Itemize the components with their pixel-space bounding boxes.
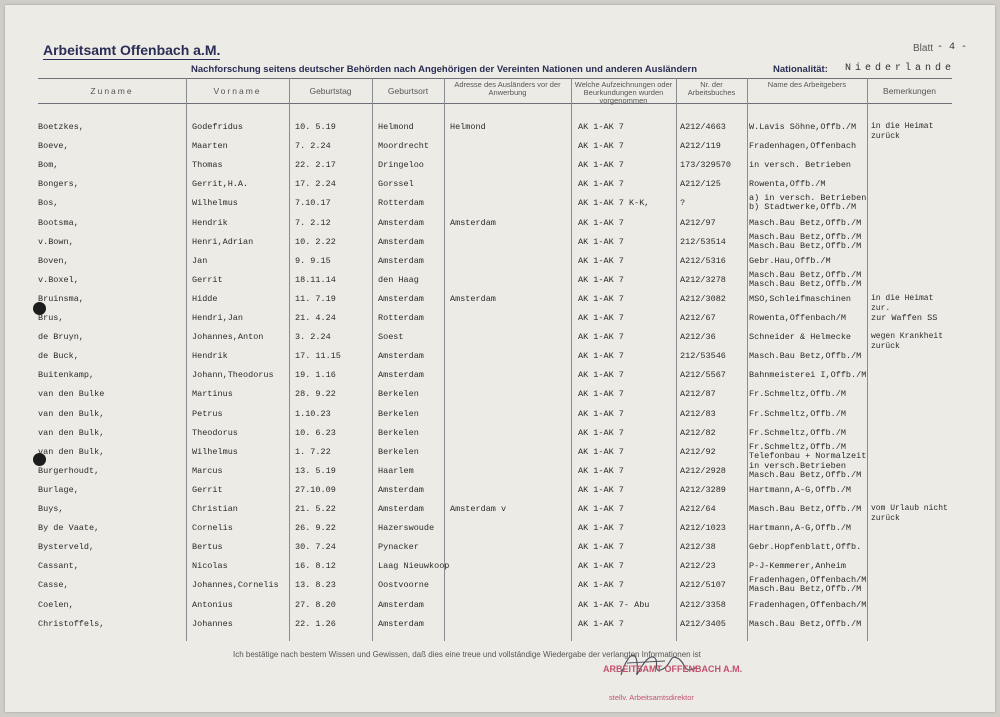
cell-zuname: Bruinsma,: [38, 293, 84, 304]
cell-geb: 3. 2.24: [295, 332, 331, 343]
cell-vorname: Martinus: [192, 389, 233, 400]
column-header: Zuname: [90, 86, 134, 96]
declaration-text: Ich bestätige nach bestem Wissen und Gewissen, daß dies eine treue und vollständige Wiedergabe der verlangten Informationen ist: [233, 650, 701, 659]
cell-arbeitgeber: Masch.Bau Betz,Offb./M: [749, 469, 862, 480]
cell-adresse: Helmond: [450, 122, 486, 132]
cell-nr: A212/83: [680, 408, 716, 419]
cell-geb: 13. 5.19: [295, 465, 336, 476]
cell-geb: 17. 2.24: [295, 179, 336, 190]
column-header: Nr. der Arbeitsbuches: [687, 80, 736, 97]
cell-zuname: Buys,: [38, 504, 64, 514]
nationality-value: Niederlande: [845, 63, 956, 74]
cell-nr: A212/4663: [680, 122, 726, 132]
cell-aufz: AK 1-AK 7: [578, 561, 624, 572]
cell-ort: Rotterdam: [378, 198, 424, 209]
cell-zuname: Bos,: [38, 198, 59, 209]
cell-nr: A212/87: [680, 389, 716, 400]
cell-zuname: Bysterveld,: [38, 542, 95, 553]
column-divider: [186, 78, 187, 641]
cell-ort: Amsterdam: [378, 293, 424, 304]
cell-geb: 1. 7.22: [295, 446, 331, 457]
cell-nr: A212/67: [680, 313, 716, 323]
cell-geb: 7. 2.24: [295, 141, 331, 152]
cell-ort: Amsterdam: [378, 484, 424, 495]
cell-arbeitgeber: Gebr.Hopfenblatt,Offb.: [749, 542, 862, 553]
cell-adresse: Amsterdam: [450, 293, 496, 304]
column-header: Vorname: [213, 86, 262, 96]
cell-vorname: Wilhelmus: [192, 198, 238, 209]
cell-geb: 17. 11.15: [295, 351, 341, 362]
cell-vorname: Bertus: [192, 542, 223, 553]
cell-arbeitgeber: Telefonbau + Normalzeit: [749, 450, 867, 461]
cell-vorname: Petrus: [192, 408, 223, 419]
cell-arbeitgeber: Masch.Bau Betz,Offb./M: [749, 231, 862, 242]
cell-arbeitgeber: Schneider & Helmecke: [749, 332, 852, 343]
cell-geb: 1.10.23: [295, 408, 331, 419]
cell-geb: 10. 6.23: [295, 427, 336, 438]
cell-vorname: Christian: [192, 504, 238, 514]
cell-geb: 16. 8.12: [295, 561, 336, 572]
cell-geb: 7.10.17: [295, 198, 331, 209]
cell-vorname: Johannes,Anton: [192, 332, 264, 343]
cell-arbeitgeber: Fradenhagen,Offenbach: [749, 141, 857, 152]
cell-vorname: Antonius: [192, 599, 233, 610]
cell-arbeitgeber: Masch.Bau Betz,Offb./M: [749, 618, 862, 629]
cell-nr: A212/64: [680, 504, 716, 514]
cell-nr: A212/3289: [680, 484, 726, 495]
cell-arbeitgeber: Masch.Bau Betz,Offb./M: [749, 278, 862, 289]
cell-zuname: Burgerhoudt,: [38, 465, 100, 476]
column-header: Geburtstag: [309, 86, 352, 96]
cell-nr: A212/5567: [680, 370, 726, 381]
cell-arbeitgeber: Masch.Bau Betz,Offb./M: [749, 240, 862, 251]
cell-ort: Haarlem: [378, 465, 414, 476]
column-divider: [289, 78, 290, 641]
cell-vorname: Hendri,Jan: [192, 313, 244, 323]
cell-vorname: Theodorus: [192, 427, 238, 438]
cell-arbeitgeber: Fr.Schmeltz,Offb./M: [749, 441, 846, 452]
cell-nr: A212/23: [680, 561, 716, 572]
cell-arbeitgeber: Rowenta,Offb./M: [749, 179, 826, 190]
cell-arbeitgeber: b) Stadtwerke,Offb./M: [749, 202, 857, 213]
cell-aufz: AK 1-AK 7: [578, 542, 624, 553]
cell-bem: wegen Krankheit zurück: [871, 332, 944, 352]
cell-zuname: Bongers,: [38, 179, 79, 190]
cell-nr: A212/97: [680, 217, 716, 228]
cell-geb: 21. 4.24: [295, 313, 336, 323]
cell-ort: Rotterdam: [378, 313, 424, 323]
cell-bem: in die Heimat zurück: [871, 122, 934, 141]
cell-arbeitgeber: in versch. Betrieben: [749, 160, 852, 171]
cell-geb: 22. 1.26: [295, 618, 336, 629]
cell-vorname: Godefridus: [192, 122, 244, 132]
cell-vorname: Marcus: [192, 465, 223, 476]
column-divider: [372, 78, 373, 641]
cell-ort: Pynacker: [378, 542, 419, 553]
cell-arbeitgeber: Masch.Bau Betz,Offb./M: [749, 351, 862, 362]
cell-arbeitgeber: Masch.Bau Betz,Offb./M: [749, 504, 862, 514]
cell-adresse: Amsterdam v: [450, 504, 507, 514]
cell-ort: Oostvoorne: [378, 580, 430, 591]
cell-geb: 10. 2.22: [295, 236, 336, 247]
column-divider: [747, 78, 748, 641]
cell-aufz: AK 1-AK 7- Abu: [578, 599, 650, 610]
cell-nr: A212/82: [680, 427, 716, 438]
cell-zuname: Buitenkamp,: [38, 370, 95, 381]
cell-ort: Amsterdam: [378, 217, 424, 228]
cell-geb: 19. 1.16: [295, 370, 336, 381]
cell-zuname: de Bruyn,: [38, 332, 84, 343]
cell-ort: den Haag: [378, 274, 419, 285]
cell-arbeitgeber: Bahnmeisterei I,Offb./M: [749, 370, 867, 381]
cell-aufz: AK 1-AK 7: [578, 370, 624, 381]
column-header: Bemerkungen: [883, 86, 936, 96]
cell-ort: Amsterdam: [378, 618, 424, 629]
cell-vorname: Hendrik: [192, 351, 228, 362]
column-divider: [676, 78, 677, 641]
cell-geb: 21. 5.22: [295, 504, 336, 514]
cell-aufz: AK 1-AK 7: [578, 465, 624, 476]
cell-vorname: Cornelis: [192, 523, 233, 534]
cell-zuname: Casse,: [38, 580, 69, 591]
cell-zuname: Christoffels,: [38, 618, 105, 629]
cell-aufz: AK 1-AK 7: [578, 389, 624, 400]
cell-arbeitgeber: Masch.Bau Betz,Offb./M: [749, 269, 862, 280]
cell-arbeitgeber: Masch.Bau Betz,Offb./M: [749, 584, 862, 595]
cell-zuname: van den Bulke: [38, 389, 105, 400]
cell-aufz: AK 1-AK 7: [578, 408, 624, 419]
cell-zuname: Boven,: [38, 255, 69, 266]
cell-geb: 30. 7.24: [295, 542, 336, 553]
cell-vorname: Henri,Adrian: [192, 236, 254, 247]
document-sheet: [5, 5, 995, 712]
cell-ort: Helmond: [378, 122, 414, 132]
cell-aufz: AK 1-AK 7 K-K,: [578, 198, 650, 209]
cell-vorname: Hidde: [192, 293, 218, 304]
cell-aufz: AK 1-AK 7: [578, 236, 624, 247]
cell-vorname: Maarten: [192, 141, 228, 152]
cell-geb: 9. 9.15: [295, 255, 331, 266]
cell-arbeitgeber: in versch.Betrieben: [749, 460, 846, 471]
cell-zuname: Boeve,: [38, 141, 69, 152]
cell-ort: Amsterdam: [378, 599, 424, 610]
nationality-label: Nationalität:: [773, 64, 828, 75]
document-subtitle: Nachforschung seitens deutscher Behörden nach Angehörigen der Vereinten Nationen und anderen Ausländern: [191, 64, 698, 75]
cell-nr: A212/119: [680, 141, 721, 152]
cell-aufz: AK 1-AK 7: [578, 160, 624, 171]
cell-vorname: Hendrik: [192, 217, 228, 228]
cell-arbeitgeber: Fr.Schmeltz,Offb./M: [749, 427, 846, 438]
cell-nr: A212/92: [680, 446, 716, 457]
table-top-rule: [38, 78, 952, 79]
cell-geb: 13. 8.23: [295, 580, 336, 591]
cell-vorname: Gerrit,H.A.: [192, 179, 249, 190]
cell-ort: Berkelen: [378, 427, 419, 438]
cell-vorname: Jan: [192, 255, 208, 266]
cell-zuname: van den Bulk,: [38, 446, 105, 457]
cell-zuname: van den Bulk,: [38, 408, 105, 419]
cell-zuname: Cassant,: [38, 561, 79, 572]
cell-geb: 10. 5.19: [295, 122, 336, 132]
cell-geb: 11. 7.19: [295, 293, 336, 304]
cell-aufz: AK 1-AK 7: [578, 122, 624, 132]
cell-arbeitgeber: Fr.Schmeltz,Offb./M: [749, 408, 846, 419]
cell-arbeitgeber: P-J-Kemmerer,Anheim: [749, 561, 846, 572]
office-title: Arbeitsamt Offenbach a.M.: [43, 42, 221, 58]
column-header: Geburtsort: [387, 86, 429, 96]
cell-nr: ?: [680, 198, 686, 209]
cell-vorname: Gerrit: [192, 484, 223, 495]
cell-ort: Soest: [378, 332, 404, 343]
cell-aufz: AK 1-AK 7: [578, 274, 624, 285]
cell-nr: 173/329570: [680, 160, 732, 171]
cell-nr: A212/38: [680, 542, 716, 553]
column-header: Name des Arbeitgebers: [767, 80, 847, 89]
cell-aufz: AK 1-AK 7: [578, 255, 624, 266]
cell-nr: 212/53514: [680, 236, 726, 247]
cell-vorname: Nicolas: [192, 561, 228, 572]
stamp-office: ARBEITSAMT OFFENBACH A.M.: [603, 664, 743, 674]
cell-zuname: v.Boxel,: [38, 274, 79, 285]
cell-nr: A212/3278: [680, 274, 726, 285]
cell-ort: Berkelen: [378, 389, 419, 400]
cell-zuname: Brus,: [38, 313, 64, 323]
cell-aufz: AK 1-AK 7: [578, 351, 624, 362]
cell-ort: Berkelen: [378, 446, 419, 457]
cell-aufz: AK 1-AK 7: [578, 446, 624, 457]
cell-geb: 28. 9.22: [295, 389, 336, 400]
cell-vorname: Gerrit: [192, 274, 223, 285]
cell-arbeitgeber: Fr.Schmeltz,Offb./M: [749, 389, 846, 400]
cell-zuname: v.Bown,: [38, 236, 74, 247]
cell-arbeitgeber: Hartmann,A-G,Offb./M: [749, 523, 852, 534]
cell-nr: A212/5107: [680, 580, 726, 591]
cell-zuname: By de Vaate,: [38, 523, 100, 534]
cell-geb: 27. 8.20: [295, 599, 336, 610]
cell-geb: 22. 2.17: [295, 160, 336, 171]
cell-aufz: AK 1-AK 7: [578, 141, 624, 152]
column-divider: [867, 78, 868, 641]
cell-ort: Berkelen: [378, 408, 419, 419]
cell-arbeitgeber: Masch.Bau Betz,Offb./M: [749, 217, 862, 228]
cell-bem: in die Heimat zur.: [871, 293, 934, 313]
cell-ort: Dringeloo: [378, 160, 424, 171]
cell-geb: 7. 2.12: [295, 217, 331, 228]
cell-arbeitgeber: Fradenhagen,Offenbach/M: [749, 599, 867, 610]
cell-bem: vom Urlaub nicht zurück: [871, 504, 948, 523]
cell-arbeitgeber: W.Lavis Söhne,Offb./M: [749, 122, 857, 132]
cell-ort: Laag Nieuwkoop: [378, 561, 450, 572]
cell-vorname: Johannes,Cornelis: [192, 580, 279, 591]
cell-vorname: Johannes: [192, 618, 233, 629]
cell-ort: Amsterdam: [378, 370, 424, 381]
cell-ort: Hazerswoude: [378, 523, 435, 534]
cell-arbeitgeber: Rowenta,Offenbach/M: [749, 313, 846, 323]
cell-nr: A212/5316: [680, 255, 726, 266]
header-bottom-rule: [38, 103, 952, 104]
cell-arbeitgeber: Gebr.Hau,Offb./M: [749, 255, 831, 266]
cell-ort: Amsterdam: [378, 236, 424, 247]
cell-ort: Amsterdam: [378, 351, 424, 362]
cell-nr: A212/1023: [680, 523, 726, 534]
cell-aufz: AK 1-AK 7: [578, 313, 624, 323]
cell-nr: 212/53546: [680, 351, 726, 362]
cell-nr: A212/3358: [680, 599, 726, 610]
cell-aufz: AK 1-AK 7: [578, 504, 624, 514]
cell-nr: A212/3405: [680, 618, 726, 629]
cell-aufz: AK 1-AK 7: [578, 484, 624, 495]
cell-zuname: Bom,: [38, 160, 59, 171]
cell-aufz: AK 1-AK 7: [578, 427, 624, 438]
column-header: Welche Aufzeichnungen oder Beurkundungen wurden vorgenommen: [574, 80, 673, 105]
cell-vorname: Johann,Theodorus: [192, 370, 274, 381]
cell-bem: zur Waffen SS: [871, 313, 938, 323]
cell-aufz: AK 1-AK 7: [578, 293, 624, 304]
cell-ort: Moordrecht: [378, 141, 430, 152]
cell-zuname: Burlage,: [38, 484, 79, 495]
sheet-label: Blatt: [913, 43, 934, 54]
cell-arbeitgeber: a) in versch. Betrieben: [749, 193, 867, 204]
sheet-number: - 4 -: [937, 42, 968, 53]
cell-zuname: de Buck,: [38, 351, 79, 362]
cell-arbeitgeber: MSO,Schleifmaschinen: [749, 293, 852, 304]
cell-aufz: AK 1-AK 7: [578, 618, 624, 629]
cell-vorname: Thomas: [192, 160, 223, 171]
cell-aufz: AK 1-AK 7: [578, 332, 624, 343]
cell-ort: Amsterdam: [378, 255, 424, 266]
cell-arbeitgeber: Fradenhagen,Offenbach/M: [749, 575, 867, 586]
cell-zuname: Bootsma,: [38, 217, 79, 228]
cell-zuname: van den Bulk,: [38, 427, 105, 438]
cell-nr: A212/2928: [680, 465, 726, 476]
cell-zuname: Coelen,: [38, 599, 74, 610]
column-header: Adresse des Ausländers vor der Anwerbung: [454, 80, 561, 97]
stamp-title: stellv. Arbeitsamtsdirektor: [609, 693, 694, 702]
cell-ort: Gorssel: [378, 179, 414, 190]
cell-vorname: Wilhelmus: [192, 446, 238, 457]
cell-geb: 26. 9.22: [295, 523, 336, 534]
column-divider: [571, 78, 572, 641]
cell-nr: A212/3082: [680, 293, 726, 304]
cell-adresse: Amsterdam: [450, 217, 496, 228]
column-divider: [444, 78, 445, 641]
cell-nr: A212/36: [680, 332, 716, 343]
cell-aufz: AK 1-AK 7: [578, 179, 624, 190]
cell-zuname: Boetzkes,: [38, 122, 84, 132]
cell-ort: Amsterdam: [378, 504, 424, 514]
cell-aufz: AK 1-AK 7: [578, 217, 624, 228]
cell-nr: A212/125: [680, 179, 721, 190]
cell-geb: 18.11.14: [295, 274, 336, 285]
cell-aufz: AK 1-AK 7: [578, 580, 624, 591]
cell-arbeitgeber: Hartmann,A-G,Offb./M: [749, 484, 852, 495]
cell-geb: 27.10.09: [295, 484, 336, 495]
cell-aufz: AK 1-AK 7: [578, 523, 624, 534]
